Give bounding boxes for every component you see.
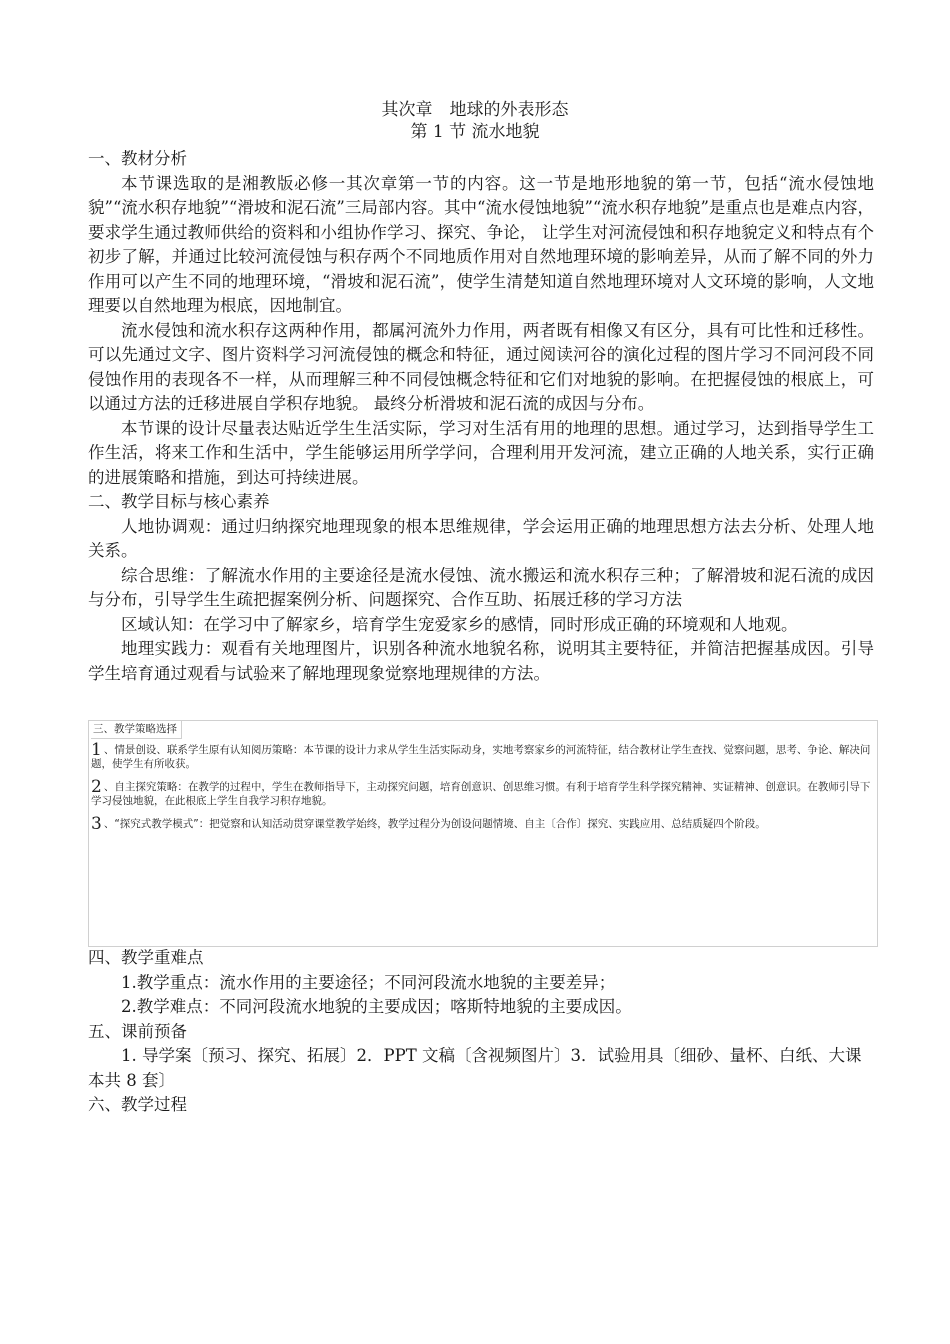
heading-preparation: 五、课前预备 <box>88 1021 187 1041</box>
item-text: 、自主探究策略：在教学的过程中，学生在教师指导下，主动探究问题，培育创意识、创思维习惯。有利于培育学生科学探究精神、实证精神、创意识。在教师引导下学习侵蚀地貌，在此根底上学生自我学习积存地貌。 <box>91 781 871 807</box>
difficult-point: 2.教学难点：不同河段流水地貌的主要成因；喀斯特地貌的主要成因。 <box>121 997 632 1016</box>
heading-key-points: 四、教学重难点 <box>88 948 204 967</box>
strategy-list <box>91 740 877 840</box>
paragraph: 地理实践力：观看有关地理图片，识别各种流水地貌名称，说明其主要特征，并简洁把握基成因。引导学生培育通过观看与试验来了解地理现象觉察地理规律的方法。 <box>88 639 874 683</box>
strategy-item <box>91 740 877 771</box>
heading-teaching-strategy: 三、教学策略选择 <box>91 721 182 739</box>
item-number: 3 <box>91 814 102 834</box>
section-title: 第 1 节 流水地貌 <box>410 122 540 142</box>
paragraph: 综合思维：了解流水作用的主要途径是流水侵蚀、流水搬运和流水积存三种；了解滑坡和泥石流的成因与分布，引导学生生疏把握案例分析、问题探究、合作互助、拓展迁移的学习方法 <box>88 565 874 609</box>
chapter-title: 其次章 地球的外表形态 <box>381 100 569 120</box>
heading-teaching-process: 六、教学过程 <box>88 1095 187 1114</box>
heading-teaching-goals: 二、教学目标与核心素养 <box>88 492 270 511</box>
heading-textbook-analysis: 一、教材分析 <box>88 149 187 168</box>
paragraph: 人地协调观：通过归纳探究地理现象的根本思维规律，学会运用正确的地理思想方法去分析、处理人地关系。 <box>88 516 874 560</box>
paragraph: 区域认知：在学习中了解家乡，培育学生宠爱家乡的感情，同时形成正确的环境观和人地观。 <box>121 614 798 634</box>
item-text: 、“探究式教学模式”：把觉察和认知活动贯穿课堂教学始终，教学过程分为创设问题情境、自主〔合作〕探究、实践应用、总结质疑四个阶段。 <box>103 818 766 830</box>
key-point: 1.教学重点：流水作用的主要途径；不同河段流水地貌的主要差异； <box>121 972 616 992</box>
item-number: 2 <box>91 777 102 797</box>
item-text: 、情景创设、联系学生原有认知阅历策略：本节课的设计力求从学生生活实际动身，实地考察家乡的河流特征，结合教材让学生查找、觉察问题，思考、争论、解决问题，使学生有所收获。 <box>91 744 871 770</box>
item-number: 1 <box>91 740 102 760</box>
lower-content <box>88 946 874 1118</box>
strategy-item <box>91 777 877 808</box>
paragraph: 本节课的设计尽量表达贴近学生生活实际，学习对生活有用的地理的思想。通过学习，达到指导学生工作生活，将来工作和生活中，学生能够运用所学学问，合理利用开发河流，建立正确的人地关系，实行正确的进展策略和措施，到达可持续进展。 <box>88 418 874 487</box>
strategy-item <box>91 814 877 834</box>
main-content <box>88 147 874 686</box>
strategy-box <box>88 720 878 947</box>
paragraph: 流水侵蚀和流水积存这两种作用，都属河流外力作用，两者既有相像又有区分，具有可比性和迁移性。可以先通过文字、图片资料学习河流侵蚀的概念和特征，通过阅读河谷的演化过程的图片学习不同河段不同侵蚀作用的表现各不一样，从而理解三种不同侵蚀概念特征和它们对地貌的影响。在把握侵蚀的根底上，可以通过方法的迁移进展自学积存地貌。 最终分析滑坡和泥石流的成因与分布。 <box>88 320 874 413</box>
preparation-text: 1. 导学案〔预习、探究、拓展〕2．PPT 文稿〔含视频图片〕3．试验用具〔细砂、量杯、白纸、大课本共 8 套〕 <box>88 1046 862 1090</box>
paragraph: 本节课选取的是湘教版必修一其次章第一节的内容。这一节是地形地貌的第一节，包括“流水侵蚀地貌”“流水积存地貌”“滑坡和泥石流”三局部内容。其中“流水侵蚀地貌”“流水积存地貌”是重点也是难点内容，要求学生通过教师供给的资料和小组协作学习、探究、争论， 让学生对河流侵蚀和积存地貌定义和特点有个初步了解，并通过比较河流侵蚀与积存两个不同地质作用对自然地理环境的影响差异，从而了解不同的外力作用可以产生不同的地理环境，“滑坡和泥石流”，使学生清楚知道自然地理环境对人文环境的影响，人文地理要以自然地理为根底，因地制宜。 <box>88 173 874 315</box>
